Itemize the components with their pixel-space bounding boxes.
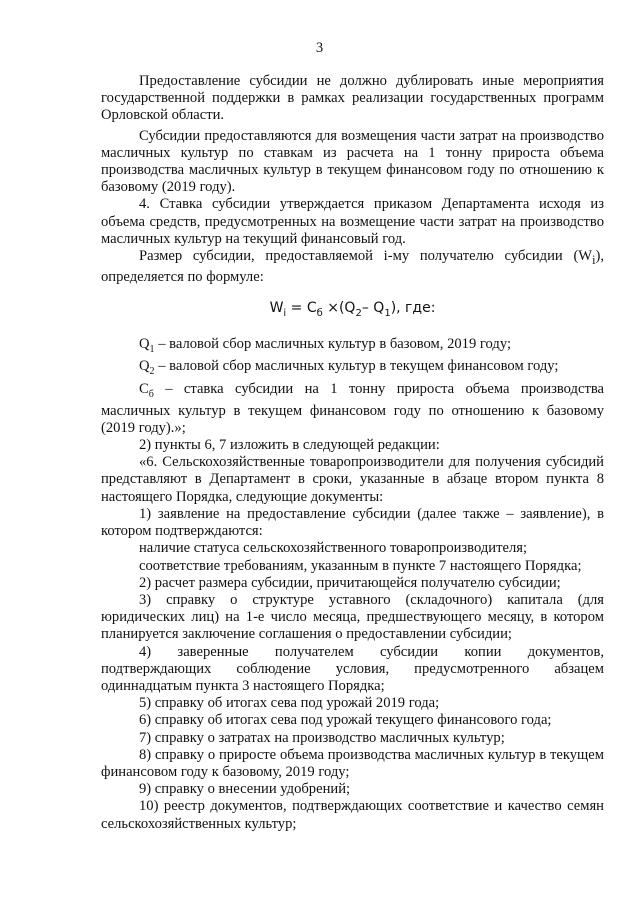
list-item: 9) справку о внесении удобрений; [139,781,351,798]
paragraph-rate: 4. Ставка субсидии утверждается приказом Департамента исходя из объема средств, предусмотренных на возмещение части затрат на производство масличных культур на текущий финансовый год. [101,196,604,247]
def-symbol: Q [139,336,150,353]
definition-q1 [101,336,604,358]
list-item: 5) справку об итогах сева под урожай 2019 года; [139,695,440,712]
def-symbol: C [139,380,149,397]
paragraph-dubbing: Предоставление субсидии не должно дублировать иные мероприятия государственной поддержки в рамках реализации государственных программ Орловской области. [101,73,604,124]
definition-q2 [101,358,604,380]
formula-tail: ), где: [390,300,436,317]
document-body [101,73,604,833]
list-item: 8) справку о приросте объема производства масличных культур в текущем финансовом году к базовому, 2019 году; [101,746,604,780]
list-item: 1) заявление на предоставление субсидии (далее также – заявление), в котором подтверждаются: [101,505,604,540]
formula-eq: = C [286,300,317,317]
size-text-start: Размер субсидии, предоставляемой i-му получателю субсидии (W [139,248,593,265]
list-item: «6. Сельскохозяйственные товаропроизводители для получения субсидий представляют в Департамент в сроки, указанные в абзаце втором пункта 8 настоящего Порядка, следующие документы: [101,454,604,505]
def-subscript: б [148,388,154,400]
def-subscript: 2 [149,366,155,378]
paragraph-size [101,248,604,286]
def-text: – валовой сбор масличных культур в текущем финансовом году; [154,358,559,375]
def-text: – валовой сбор масличных культур в базовом, 2019 году; [154,336,512,353]
list-item: 6) справку об итогах сева под урожай текущего финансового года; [139,712,552,729]
formula-w-sub: i [283,308,287,320]
list-item: 7) справку о затратах на производство масличных культур; [139,729,505,746]
formula-mul: ×(Q [322,300,356,317]
formula-q1-sub: 1 [384,308,391,320]
list-item: 2) расчет размера субсидии, причитающейся получателю субсидии; [139,574,561,591]
formula [101,300,604,322]
page-number: 3 [315,40,324,56]
def-subscript: 1 [149,344,155,356]
size-subscript: i [592,252,596,267]
list-item: 2) пункты 6, 7 изложить в следующей редакции: [139,437,440,454]
list-item: 10) реестр документов, подтверждающих соответствие и качество семян сельскохозяйственных культур; [101,798,604,832]
formula-w: W [269,300,284,317]
def-text: – ставка субсидии на 1 тонну прироста объема производства масличных культур в текущем финансовом году по отношению к базовому (2019 году).»; [101,380,604,436]
formula-q2-sub: 2 [355,308,362,320]
list-item: 4) заверенные получателем субсидии копии документов, подтверждающих соблюдение условия, предусмотренного абзацем одиннадцатым пункта 3 настоящего Порядка; [101,643,604,694]
list-item: 3) справку о структуре уставного (складочного) капитала (для юридических лиц) на 1-е число месяца, предшествующего месяцу, в котором планируется заключение соглашения о предоставлении субсидии; [101,591,604,643]
formula-minus: – Q [361,300,385,317]
list-item: наличие статуса сельскохозяйственного товаропроизводителя; [139,540,527,557]
definition-cb [101,381,604,438]
size-text-end: ), определяется по формуле: [101,248,604,286]
paragraph-subsidy-purpose: Субсидии предоставляются для возмещения части затрат на производство масличных культур по ставкам из расчета на 1 тонну прироста объема производства масличных культур в текущем финансовом году по отношению к базовому (2019 году). [101,127,604,196]
def-symbol: Q [139,358,150,375]
list-item: соответствие требованиям, указанным в пункте 7 настоящего Порядка; [139,557,582,574]
formula-c-sub: б [316,308,323,320]
